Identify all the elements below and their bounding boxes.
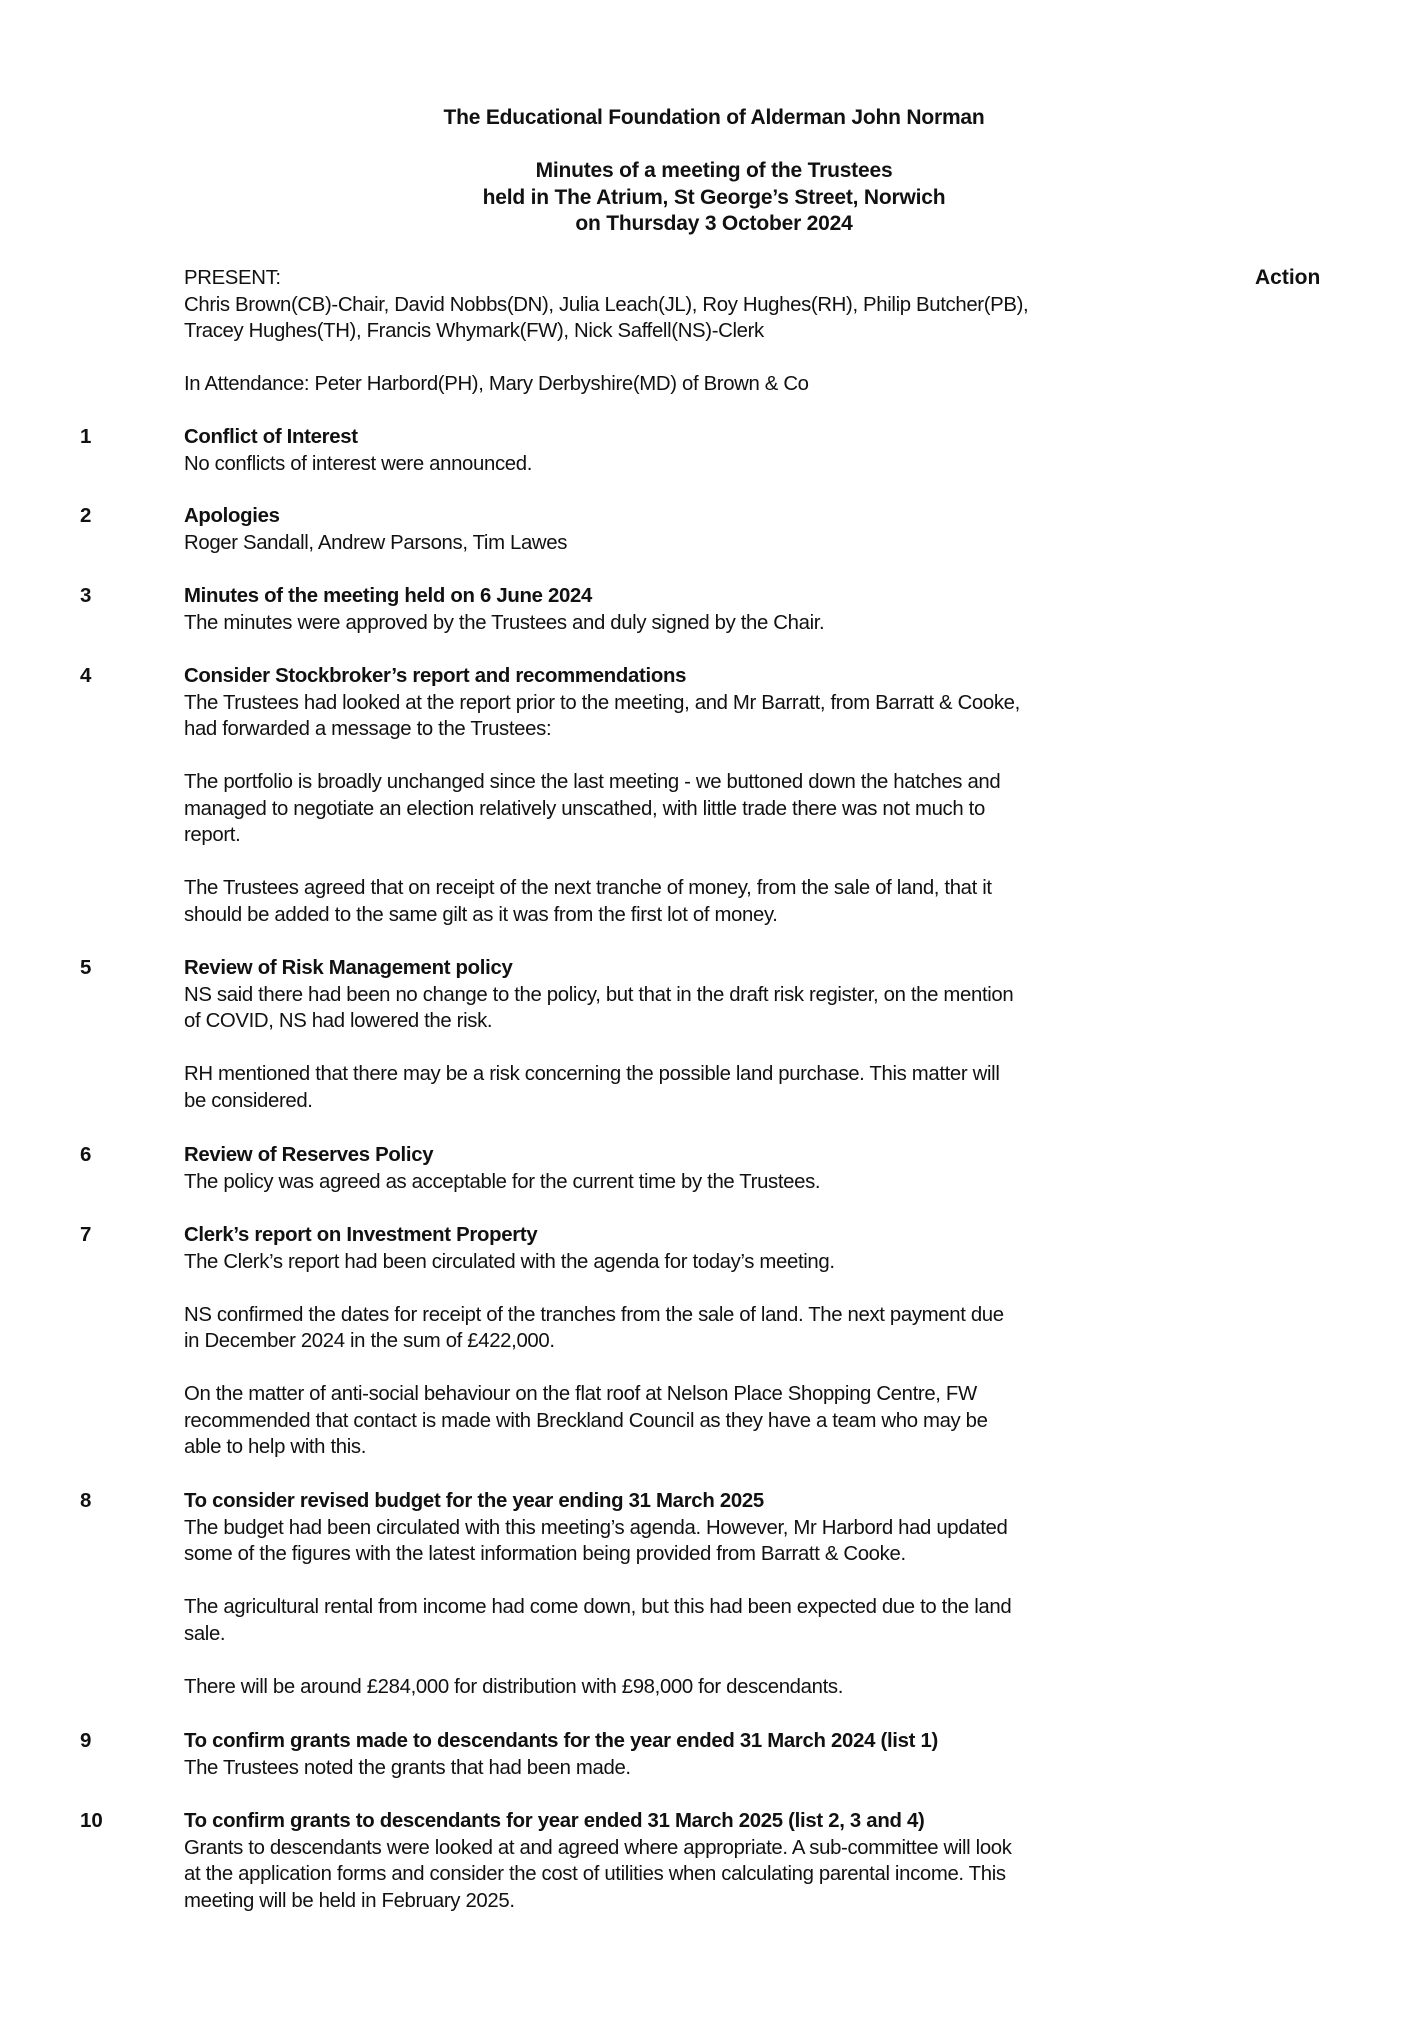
paragraph-line: NS said there had been no change to the policy, but that in the draft risk register, on the mention — [184, 982, 1014, 1006]
spacer — [184, 345, 1244, 372]
item-number: 10 — [80, 1809, 103, 1832]
document-title — [0, 105, 1428, 132]
item-heading: Clerk’s report on Investment Property — [184, 1223, 538, 1246]
in-attendance — [184, 371, 1244, 398]
item-number: 1 — [80, 425, 92, 448]
item-number: 7 — [80, 1223, 92, 1246]
item-heading: To confirm grants made to descendants for the year ended 31 March 2024 (list 1) — [184, 1729, 939, 1752]
spacer — [184, 1035, 1244, 1062]
item-paragraph — [184, 1674, 1244, 1701]
subtitle-line: held in The Atrium, St George’s Street, Norwich — [482, 185, 946, 209]
paragraph-line: The Clerk’s report had been circulated with the agenda for today’s meeting. — [184, 1249, 835, 1273]
item-content — [184, 1488, 1244, 1700]
item-content — [184, 1728, 1244, 1781]
paragraph-line: should be added to the same gilt as it was from the first lot of money. — [184, 902, 778, 926]
item-paragraph — [184, 1755, 1244, 1782]
present-attendees-line: Chris Brown(CB)-Chair, David Nobbs(DN), Julia Leach(JL), Roy Hughes(RH), Philip Butcher(PB), — [184, 292, 1029, 316]
spacer — [184, 849, 1244, 876]
in-attendance-text: In Attendance: Peter Harbord(PH), Mary Derbyshire(MD) of Brown & Co — [184, 372, 809, 395]
paragraph-line: The Trustees agreed that on receipt of the next tranche of money, from the sale of land, that it — [184, 876, 992, 899]
paragraph-line: had forwarded a message to the Trustees: — [184, 717, 552, 740]
paragraph-line: of COVID, NS had lowered the risk. — [184, 1009, 493, 1032]
item-paragraph — [184, 1594, 1244, 1647]
item-heading: Consider Stockbroker’s report and recommendations — [184, 664, 687, 687]
item-content — [184, 424, 1244, 477]
paragraph-line: No conflicts of interest were announced. — [184, 451, 533, 475]
subtitle-line: on Thursday 3 October 2024 — [575, 212, 853, 235]
item-paragraph — [184, 1835, 1244, 1915]
item-content — [184, 503, 1244, 556]
paragraph-line: There will be around £284,000 for distribution with £98,000 for descendants. — [184, 1674, 844, 1698]
spacer — [184, 1647, 1244, 1674]
paragraph-line: NS confirmed the dates for receipt of the tranches from the sale of land. The next payment due — [184, 1302, 1004, 1326]
paragraph-line: able to help with this. — [184, 1435, 367, 1458]
spacer — [184, 743, 1244, 770]
paragraph-line: RH mentioned that there may be a risk concerning the possible land purchase. This matter will — [184, 1062, 1000, 1085]
paragraph-line: sale. — [184, 1621, 226, 1645]
item-heading: To consider revised budget for the year ending 31 March 2025 — [184, 1489, 764, 1512]
item-content — [184, 955, 1244, 1114]
present-label — [184, 265, 1244, 345]
spacer — [184, 1275, 1244, 1302]
paragraph-line: The portfolio is broadly unchanged since the last meeting - we buttoned down the hatches and — [184, 770, 1001, 793]
paragraph-line: The minutes were approved by the Trustees and duly signed by the Chair. — [184, 610, 825, 634]
item-number: 9 — [80, 1729, 92, 1752]
item-number: 5 — [80, 956, 92, 979]
paragraph-line: meeting will be held in February 2025. — [184, 1888, 515, 1912]
item-content — [184, 1808, 1244, 1914]
item-heading: Minutes of the meeting held on 6 June 2024 — [184, 584, 593, 607]
spacer — [184, 1355, 1244, 1382]
item-content — [184, 663, 1244, 928]
item-number: 8 — [80, 1489, 92, 1512]
paragraph-line: managed to negotiate an election relatively unscathed, with little trade there was not much to — [184, 796, 985, 820]
item-paragraph — [184, 1302, 1244, 1355]
item-paragraph — [184, 610, 1244, 637]
item-number: 6 — [80, 1143, 92, 1166]
item-paragraph — [184, 1061, 1244, 1114]
item-heading: Conflict of Interest — [184, 425, 358, 448]
item-paragraph — [184, 982, 1244, 1035]
item-paragraph — [184, 875, 1244, 928]
item-heading: Review of Reserves Policy — [184, 1143, 434, 1166]
paragraph-line: The budget had been circulated with this meeting’s agenda. However, Mr Harbord had updated — [184, 1515, 1008, 1539]
meeting-subtitle — [0, 158, 1428, 238]
item-paragraph — [184, 769, 1244, 849]
paragraph-line: be considered. — [184, 1088, 313, 1112]
paragraph-line: The agricultural rental from income had come down, but this had been expected due to the land — [184, 1595, 1012, 1618]
item-content — [184, 583, 1244, 636]
item-paragraph — [184, 1249, 1244, 1276]
subtitle-line: Minutes of a meeting of the Trustees — [535, 159, 893, 182]
item-content — [184, 1142, 1244, 1195]
paragraph-line: Grants to descendants were looked at and agreed where appropriate. A sub-committee will look — [184, 1835, 1012, 1859]
paragraph-line: in December 2024 in the sum of £422,000. — [184, 1329, 555, 1352]
item-paragraph — [184, 530, 1244, 557]
item-number: 2 — [80, 504, 92, 527]
present-content — [184, 265, 1244, 398]
paragraph-line: at the application forms and consider the cost of utilities when calculating parental income. This — [184, 1862, 1006, 1885]
organisation-name: The Educational Foundation of Alderman John Norman — [443, 106, 985, 129]
item-heading: To confirm grants to descendants for year ended 31 March 2025 (list 2, 3 and 4) — [184, 1809, 925, 1832]
paragraph-line: The policy was agreed as acceptable for the current time by the Trustees. — [184, 1169, 821, 1193]
paragraph-line: recommended that contact is made with Breckland Council as they have a team who may be — [184, 1408, 988, 1432]
paragraph-line: report. — [184, 823, 241, 846]
present-attendees-line: Tracey Hughes(TH), Francis Whymark(FW), Nick Saffell(NS)-Clerk — [184, 319, 764, 342]
paragraph-line: some of the figures with the latest information being provided from Barratt & Cooke. — [184, 1542, 906, 1565]
item-paragraph — [184, 690, 1244, 743]
paragraph-line: The Trustees had looked at the report prior to the meeting, and Mr Barratt, from Barratt & Cooke, — [184, 690, 1020, 714]
item-heading: Review of Risk Management policy — [184, 956, 513, 979]
action-column-header: Action — [1255, 266, 1321, 289]
spacer — [184, 1568, 1244, 1595]
present-label-text: PRESENT: — [184, 266, 281, 289]
paragraph-line: The Trustees noted the grants that had been made. — [184, 1755, 631, 1779]
item-number: 3 — [80, 584, 92, 607]
item-heading: Apologies — [184, 504, 280, 527]
item-number: 4 — [80, 664, 92, 687]
item-paragraph — [184, 1381, 1244, 1461]
paragraph-line: Roger Sandall, Andrew Parsons, Tim Lawes — [184, 530, 568, 554]
item-content — [184, 1222, 1244, 1461]
item-paragraph — [184, 1515, 1244, 1568]
item-paragraph — [184, 1169, 1244, 1196]
item-paragraph — [184, 451, 1244, 478]
paragraph-line: On the matter of anti-social behaviour on the flat roof at Nelson Place Shopping Centre, FW — [184, 1382, 977, 1405]
